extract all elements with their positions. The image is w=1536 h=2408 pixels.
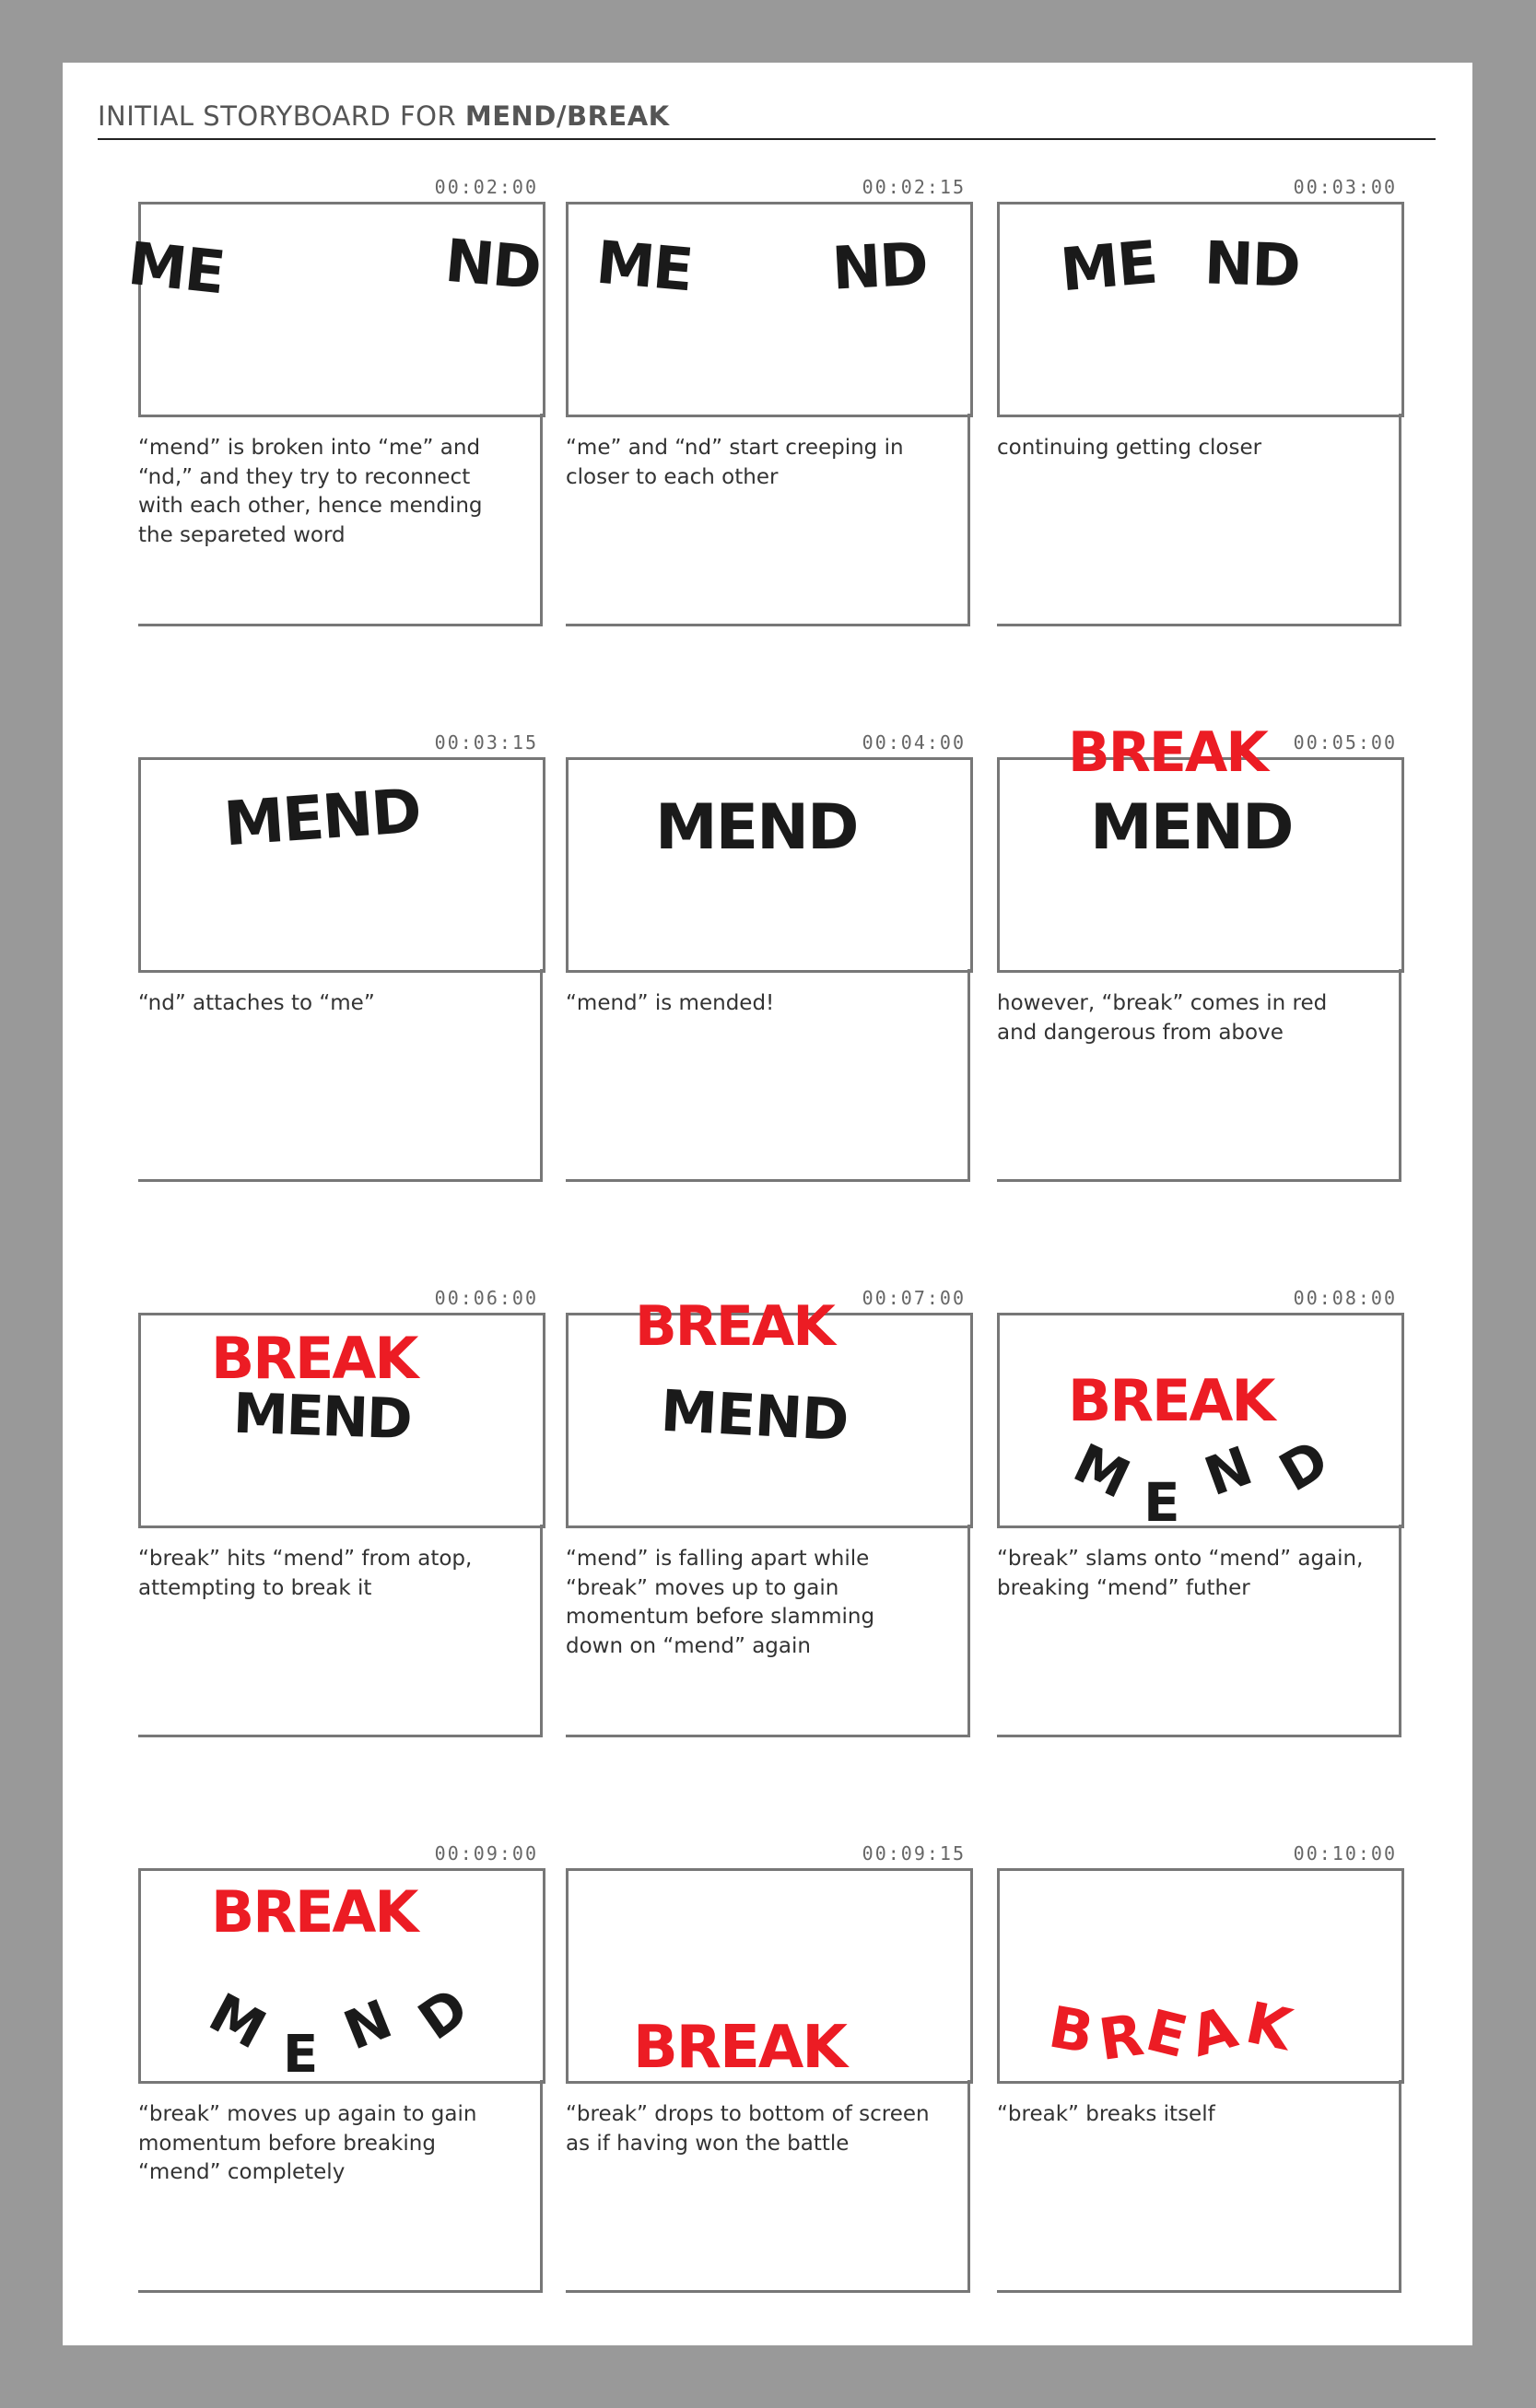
word-mend: MEND <box>231 1381 412 1453</box>
notes-box <box>997 2080 1401 2293</box>
letter-r: R <box>1095 2001 1148 2074</box>
timecode: 00:03:15 <box>434 731 538 754</box>
letter-e: E <box>283 2025 319 2085</box>
timecode: 00:04:00 <box>862 731 966 754</box>
word-nd: ND <box>1202 229 1300 301</box>
description: “mend” is broken into “me” and “nd,” and they try to reconnect with each other, hence mending the separeted word <box>138 436 483 547</box>
notes-box <box>138 1525 543 1737</box>
word-break: BREAK <box>211 1878 417 1946</box>
frame <box>997 1868 1404 2084</box>
letter-d: D <box>1269 1427 1339 1504</box>
letter-b: B <box>1044 1993 1099 2067</box>
frame <box>566 202 973 417</box>
timecode: 00:03:00 <box>1293 176 1397 198</box>
letter-d: D <box>406 1975 480 2052</box>
timecode: 00:06:00 <box>434 1287 538 1309</box>
description: “break” moves up again to gain momentum before breaking “mend” completely <box>138 2102 477 2184</box>
letter-m: M <box>199 1981 276 2062</box>
notes-box <box>997 414 1401 626</box>
timecode: 00:02:15 <box>862 176 966 198</box>
description: “break” breaks itself <box>997 2102 1215 2126</box>
storyboard-page <box>63 63 1472 2345</box>
description: “mend” is falling apart while “break” moves up to gain momentum before slamming down on “mend” again <box>566 1547 875 1658</box>
timecode: 00:05:00 <box>1293 731 1397 754</box>
notes-box <box>138 414 543 626</box>
timecode: 00:09:00 <box>434 1842 538 1864</box>
frame <box>566 1868 973 2084</box>
frame <box>124 202 545 417</box>
letter-a: A <box>1182 1993 1244 2071</box>
description: “nd” attaches to “me” <box>138 991 375 1015</box>
description: “mend” is mended! <box>566 991 775 1015</box>
word-break: BREAK <box>633 2014 846 2082</box>
frame <box>566 757 973 973</box>
description: “me” and “nd” start creeping in closer to each other <box>566 436 904 489</box>
frame <box>997 202 1404 417</box>
letter-e: E <box>1139 1995 1194 2072</box>
word-mend: MEND <box>655 791 858 864</box>
word-me: ME <box>124 229 227 309</box>
frame <box>138 757 545 973</box>
notes-box <box>138 969 543 1182</box>
title-emphasis: MEND/BREAK <box>464 100 670 132</box>
notes-box <box>997 1525 1401 1737</box>
letter-k: K <box>1240 1988 1298 2064</box>
word-me: ME <box>592 228 695 306</box>
word-mend: MEND <box>1090 791 1293 864</box>
notes-box <box>138 2080 543 2293</box>
word-mend: MEND <box>221 775 423 860</box>
description: “break” drops to bottom of screen as if having won the battle <box>566 2102 930 2156</box>
frame <box>997 1313 1404 1534</box>
letter-e: E <box>1143 1471 1180 1534</box>
description: continuing getting closer <box>997 436 1262 460</box>
word-break: BREAK <box>1068 1367 1274 1434</box>
word-mend: MEND <box>659 1376 850 1455</box>
word-break: BREAK <box>635 1294 834 1359</box>
timecode: 00:10:00 <box>1293 1842 1397 1864</box>
frame <box>138 1868 545 2084</box>
description: “break” slams onto “mend” again, breaking “mend” futher <box>997 1547 1364 1600</box>
word-break: BREAK <box>211 1325 417 1392</box>
notes-box <box>997 969 1401 1182</box>
notes-box <box>566 969 970 1182</box>
description: however, “break” comes in red and dangerous from above <box>997 991 1328 1045</box>
timecode: 00:09:15 <box>862 1842 966 1864</box>
timecode: 00:07:00 <box>862 1287 966 1309</box>
notes-box <box>566 414 970 626</box>
word-me: ME <box>1057 228 1159 306</box>
word-break: BREAK <box>1068 720 1267 785</box>
description: “break” hits “mend” from atop, attempting to break it <box>138 1547 473 1600</box>
word-nd: ND <box>830 230 929 304</box>
word-nd: ND <box>441 227 543 304</box>
letter-n: N <box>335 1987 401 2063</box>
timecode: 00:02:00 <box>434 176 538 198</box>
letter-n: N <box>1196 1433 1260 1509</box>
frame <box>138 1313 545 1528</box>
page-title <box>98 98 1436 140</box>
letter-m: M <box>1064 1431 1140 1512</box>
timecode: 00:08:00 <box>1293 1287 1397 1309</box>
notes-box <box>566 2080 970 2293</box>
title-prefix: INITIAL STORYBOARD FOR <box>98 100 465 132</box>
notes-box <box>566 1525 970 1737</box>
